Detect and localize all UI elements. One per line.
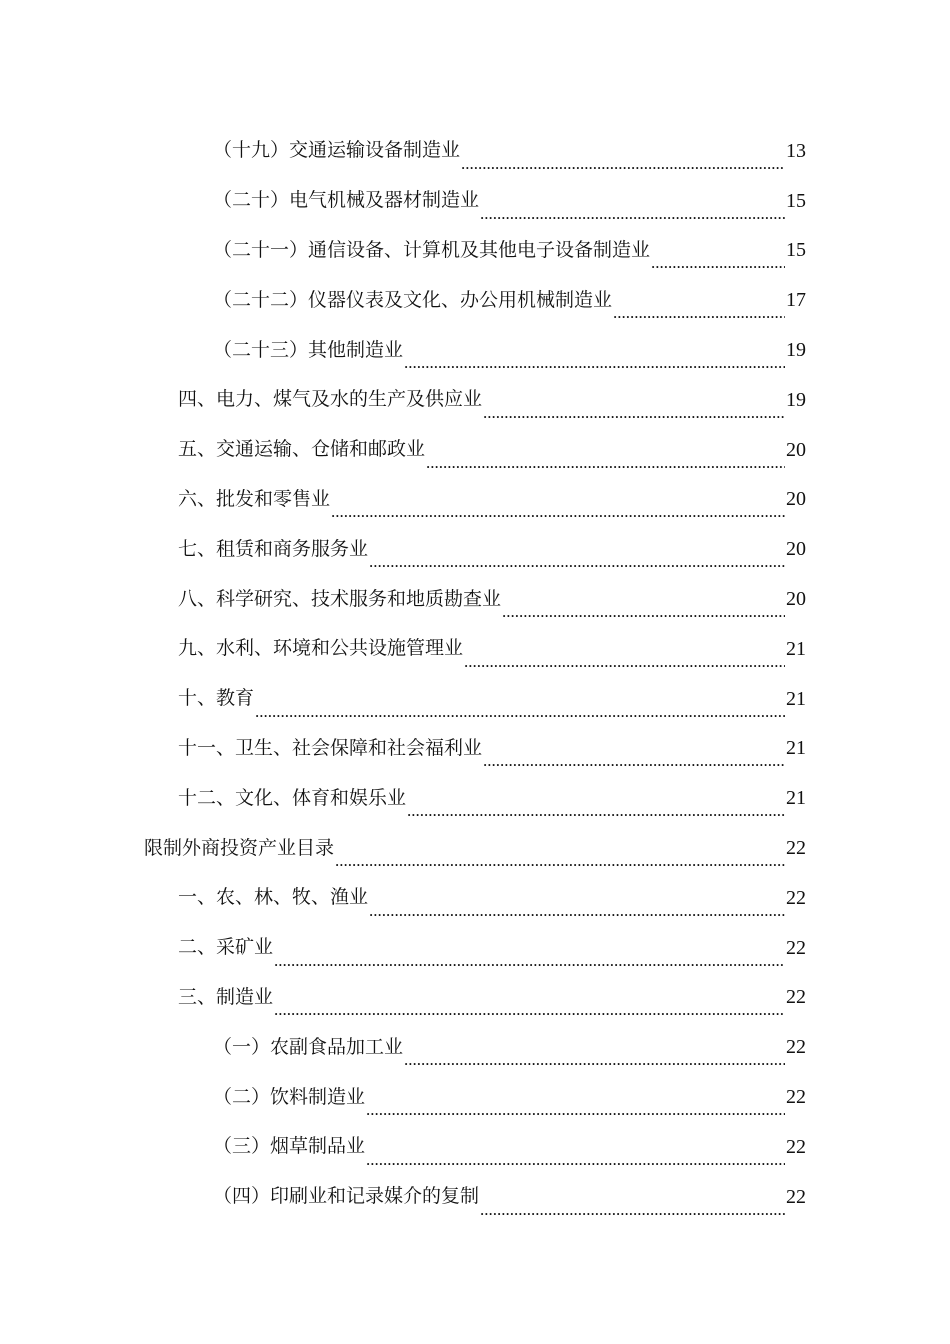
toc-dot-leader bbox=[651, 249, 785, 275]
toc-dot-leader bbox=[335, 847, 785, 873]
toc-dot-leader bbox=[331, 498, 785, 524]
toc-entry-page: 22 bbox=[786, 986, 806, 1009]
toc-entry-title: （一）农副食品加工业 bbox=[213, 1035, 404, 1058]
toc-entry[interactable] bbox=[0, 126, 806, 176]
toc-entry[interactable] bbox=[0, 176, 806, 226]
toc-entry-title: （二）饮料制造业 bbox=[213, 1085, 366, 1108]
toc-dot-leader bbox=[613, 299, 785, 325]
toc-entry-page: 22 bbox=[786, 1185, 806, 1208]
toc-entry-page: 15 bbox=[786, 189, 806, 212]
toc-entry[interactable] bbox=[0, 773, 806, 823]
toc-dot-leader bbox=[369, 548, 785, 574]
toc-entry-title: 六、批发和零售业 bbox=[178, 487, 331, 510]
toc-entry-title: （二十一）通信设备、计算机及其他电子设备制造业 bbox=[213, 238, 651, 261]
toc-dot-leader bbox=[480, 200, 785, 226]
toc-entry[interactable] bbox=[0, 1172, 806, 1222]
toc-entry[interactable] bbox=[0, 475, 806, 525]
toc-dot-leader bbox=[461, 150, 785, 176]
toc-entry-page: 22 bbox=[786, 936, 806, 959]
toc-entry-title: （四）印刷业和记录媒介的复制 bbox=[213, 1185, 480, 1208]
toc-entry-page: 20 bbox=[786, 488, 806, 511]
toc-entry-title: （二十三）其他制造业 bbox=[213, 338, 404, 361]
toc-entry[interactable] bbox=[0, 325, 806, 375]
toc-entry-title: 四、电力、煤气及水的生产及供应业 bbox=[178, 388, 483, 411]
toc-entry-page: 22 bbox=[786, 1135, 806, 1158]
toc-entry[interactable] bbox=[0, 973, 806, 1023]
toc-entry-title: （三）烟草制品业 bbox=[213, 1135, 366, 1158]
toc-dot-leader bbox=[407, 797, 785, 823]
toc-entry-page: 20 bbox=[786, 588, 806, 611]
toc-entry-title: 九、水利、环境和公共设施管理业 bbox=[178, 637, 464, 660]
toc-entry-page: 19 bbox=[786, 339, 806, 362]
toc-dot-leader bbox=[483, 399, 785, 425]
toc-dot-leader bbox=[404, 349, 785, 375]
toc-entry-title: 十一、卫生、社会保障和社会福利业 bbox=[178, 736, 483, 759]
toc-entry-title: （二十）电气机械及器材制造业 bbox=[213, 189, 480, 212]
toc-entry[interactable] bbox=[0, 624, 806, 674]
toc-dot-leader bbox=[366, 1096, 785, 1122]
toc-entry-page: 13 bbox=[786, 139, 806, 162]
toc-entry-title: 七、租赁和商务服务业 bbox=[178, 537, 369, 560]
toc-entry[interactable] bbox=[0, 226, 806, 276]
toc-entry[interactable] bbox=[0, 1122, 806, 1172]
toc-entry-title: （十九）交通运输设备制造业 bbox=[213, 139, 461, 162]
toc-entry-page: 22 bbox=[786, 1036, 806, 1059]
toc-entry-title: （二十二）仪器仪表及文化、办公用机械制造业 bbox=[213, 288, 613, 311]
toc-entry[interactable] bbox=[0, 873, 806, 923]
toc-entry-title: 十、教育 bbox=[178, 687, 255, 710]
toc-dot-leader bbox=[426, 449, 785, 475]
toc-entry-title: 二、采矿业 bbox=[178, 936, 274, 959]
toc-entry[interactable] bbox=[0, 724, 806, 774]
toc-entry-page: 22 bbox=[786, 837, 806, 860]
toc-entry-page: 20 bbox=[786, 538, 806, 561]
toc-dot-leader bbox=[464, 648, 785, 674]
toc-entry[interactable] bbox=[0, 425, 806, 475]
toc-dot-leader bbox=[274, 996, 785, 1022]
toc-entry-page: 19 bbox=[786, 388, 806, 411]
toc-entry-title: 三、制造业 bbox=[178, 985, 274, 1008]
toc-entry-page: 21 bbox=[786, 637, 806, 660]
toc-dot-leader bbox=[404, 1046, 785, 1072]
toc-entry[interactable] bbox=[0, 674, 806, 724]
toc-entry-page: 22 bbox=[786, 1086, 806, 1109]
table-of-contents bbox=[0, 126, 950, 1222]
toc-entry-page: 17 bbox=[786, 289, 806, 312]
toc-entry[interactable] bbox=[0, 524, 806, 574]
toc-entry[interactable] bbox=[0, 574, 806, 624]
toc-entry-page: 20 bbox=[786, 438, 806, 461]
toc-entry[interactable] bbox=[0, 823, 806, 873]
toc-entry-page: 15 bbox=[786, 239, 806, 262]
toc-entry-page: 21 bbox=[786, 687, 806, 710]
toc-entry-title: 八、科学研究、技术服务和地质勘查业 bbox=[178, 587, 502, 610]
toc-dot-leader bbox=[255, 698, 785, 724]
toc-entry-title: 十二、文化、体育和娱乐业 bbox=[178, 786, 407, 809]
toc-entry[interactable] bbox=[0, 275, 806, 325]
toc-entry[interactable] bbox=[0, 923, 806, 973]
toc-entry[interactable] bbox=[0, 1072, 806, 1122]
toc-entry[interactable] bbox=[0, 375, 806, 425]
toc-dot-leader bbox=[366, 1146, 785, 1172]
toc-entry-page: 22 bbox=[786, 886, 806, 909]
toc-dot-leader bbox=[274, 947, 785, 973]
toc-entry[interactable] bbox=[0, 1022, 806, 1072]
toc-entry-page: 21 bbox=[786, 737, 806, 760]
toc-entry-title: 限制外商投资产业目录 bbox=[144, 836, 335, 859]
toc-entry-title: 一、农、林、牧、渔业 bbox=[178, 886, 369, 909]
toc-entry-title: 五、交通运输、仓储和邮政业 bbox=[178, 438, 426, 461]
toc-dot-leader bbox=[480, 1196, 785, 1222]
toc-dot-leader bbox=[483, 747, 785, 773]
toc-entry-page: 21 bbox=[786, 787, 806, 810]
toc-dot-leader bbox=[369, 897, 785, 923]
toc-dot-leader bbox=[502, 598, 785, 624]
